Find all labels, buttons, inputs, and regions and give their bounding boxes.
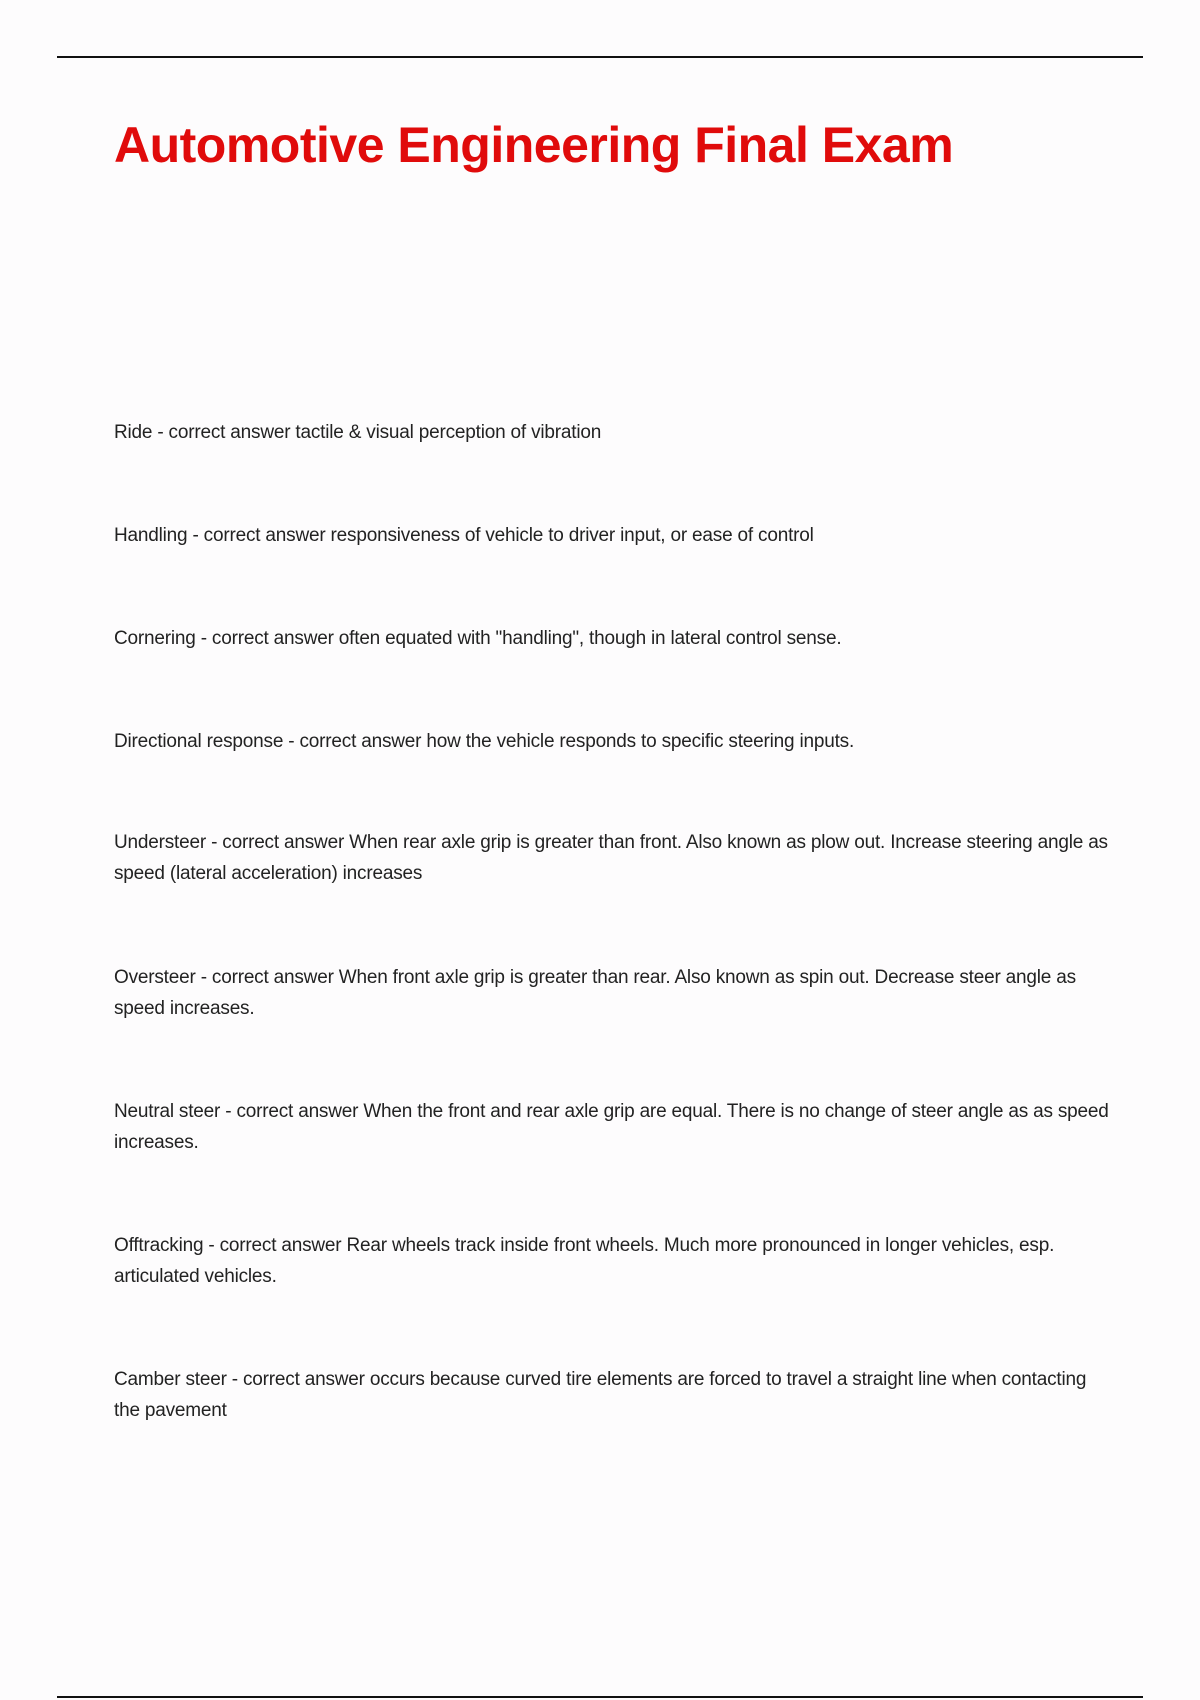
qa-item: Directional response - correct answer how the vehicle responds to specific steering inputs. <box>114 731 855 752</box>
qa-item: Oversteer - correct answer When front axle grip is greater than rear. Also known as spin out. Decrease steer angle as speed increases. <box>114 967 1076 1019</box>
qa-item: Neutral steer - correct answer When the front and rear axle grip are equal. There is no change of steer angle as as speed increases. <box>114 1101 1109 1153</box>
qa-item: Handling - correct answer responsiveness of vehicle to driver input, or ease of control <box>114 525 814 546</box>
qa-item: Ride - correct answer tactile & visual perception of vibration <box>114 422 602 443</box>
document-title: Automotive Engineering Final Exam <box>114 117 954 173</box>
qa-item: Understeer - correct answer When rear axle grip is greater than front. Also known as plow out. Increase steering angle as speed (lateral acceleration) increases <box>114 832 1108 884</box>
bottom-rule <box>57 1696 1143 1698</box>
qa-item: Offtracking - correct answer Rear wheels track inside front wheels. Much more pronounced in longer vehicles, esp. articulated vehicles. <box>114 1235 1055 1287</box>
qa-item: Camber steer - correct answer occurs because curved tire elements are forced to travel a straight line when contacting the pavement <box>114 1369 1087 1421</box>
top-rule <box>57 56 1143 58</box>
qa-item: Cornering - correct answer often equated with "handling", though in lateral control sense. <box>114 628 842 649</box>
